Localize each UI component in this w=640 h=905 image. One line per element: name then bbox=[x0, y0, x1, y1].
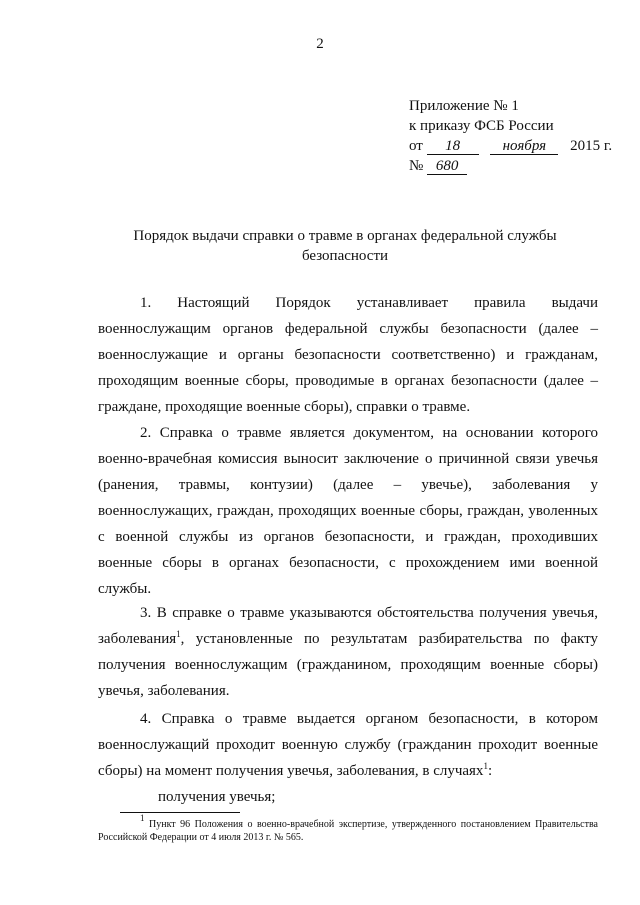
paragraph-5-text: получения увечья; bbox=[158, 789, 276, 805]
paragraph-2-text: 2. Справка о травме является документом, на основании которого военно-врачебная комиссия выносит заключение о причинной связи увечья (ранения, травмы, контузии) (далее – увечье), заболевания у военнослужащих, граждан, проходящих военные сборы, граждан, уволенных с военной службы из органов безопасности, и граждан, проходивших военные сборы в органах безопасности, с прохождением ими военной службы. bbox=[98, 425, 598, 597]
appendix-date-line bbox=[409, 136, 612, 156]
paragraph-1 bbox=[98, 290, 598, 420]
footnote-ref-2: 1 bbox=[483, 761, 488, 771]
date-prefix: от bbox=[409, 138, 423, 154]
footnote-divider bbox=[120, 812, 240, 813]
footnote-text: Пункт 96 Положения о военно-врачебной экспертизе, утвержденного постановлением Правительства Российской Федерации от 4 июля 2013 г. № 565. bbox=[98, 819, 598, 843]
document-title: Порядок выдачи справки о травме в органах федеральной службы безопасности bbox=[133, 228, 557, 264]
paragraph-2 bbox=[98, 420, 598, 602]
number-prefix: № bbox=[409, 158, 424, 174]
paragraph-4 bbox=[98, 706, 598, 784]
paragraph-4-text-b: : bbox=[487, 763, 493, 779]
paragraph-3-text-a: 3. В справке о травме указываются обстоятельства получения увечья, заболевания bbox=[98, 605, 598, 647]
paragraph-3 bbox=[98, 600, 598, 704]
footnote-marker: 1 bbox=[140, 813, 145, 823]
footnote bbox=[98, 813, 598, 844]
paragraph-1-text: 1. Настоящий Порядок устанавливает правила выдачи военнослужащим органов федеральной службы безопасности (далее – военнослужащие и органы безопасности соответственно) и гражданам, проходящим военные сборы, проводимые в органах безопасности (далее – граждане, проходящие военные сборы), справки о травме. bbox=[98, 295, 598, 415]
paragraph-3-text-b: , установленные по результатам разбирательства по факту получения военнослужащим (гражданином, проходящим военные сборы) увечья, заболевания. bbox=[98, 631, 598, 699]
date-month: ноября bbox=[490, 138, 558, 155]
date-year: 2015 г. bbox=[570, 138, 613, 154]
appendix-line1: Приложение № 1 bbox=[409, 98, 519, 114]
paragraph-5 bbox=[98, 784, 598, 810]
paragraph-4-text-a: 4. Справка о травме выдается органом безопасности, в котором военнослужащий проходит военную службу (гражданин проходит военные сборы) на момент получения увечья, заболевания, в случаях bbox=[98, 711, 598, 779]
order-number: 680 bbox=[427, 158, 467, 175]
page-number: 2 bbox=[316, 36, 324, 52]
date-day: 18 bbox=[427, 138, 479, 155]
appendix-number-line bbox=[409, 156, 612, 176]
appendix-header bbox=[409, 96, 612, 176]
appendix-line2: к приказу ФСБ России bbox=[409, 118, 554, 134]
footnote-ref-1: 1 bbox=[176, 629, 181, 639]
